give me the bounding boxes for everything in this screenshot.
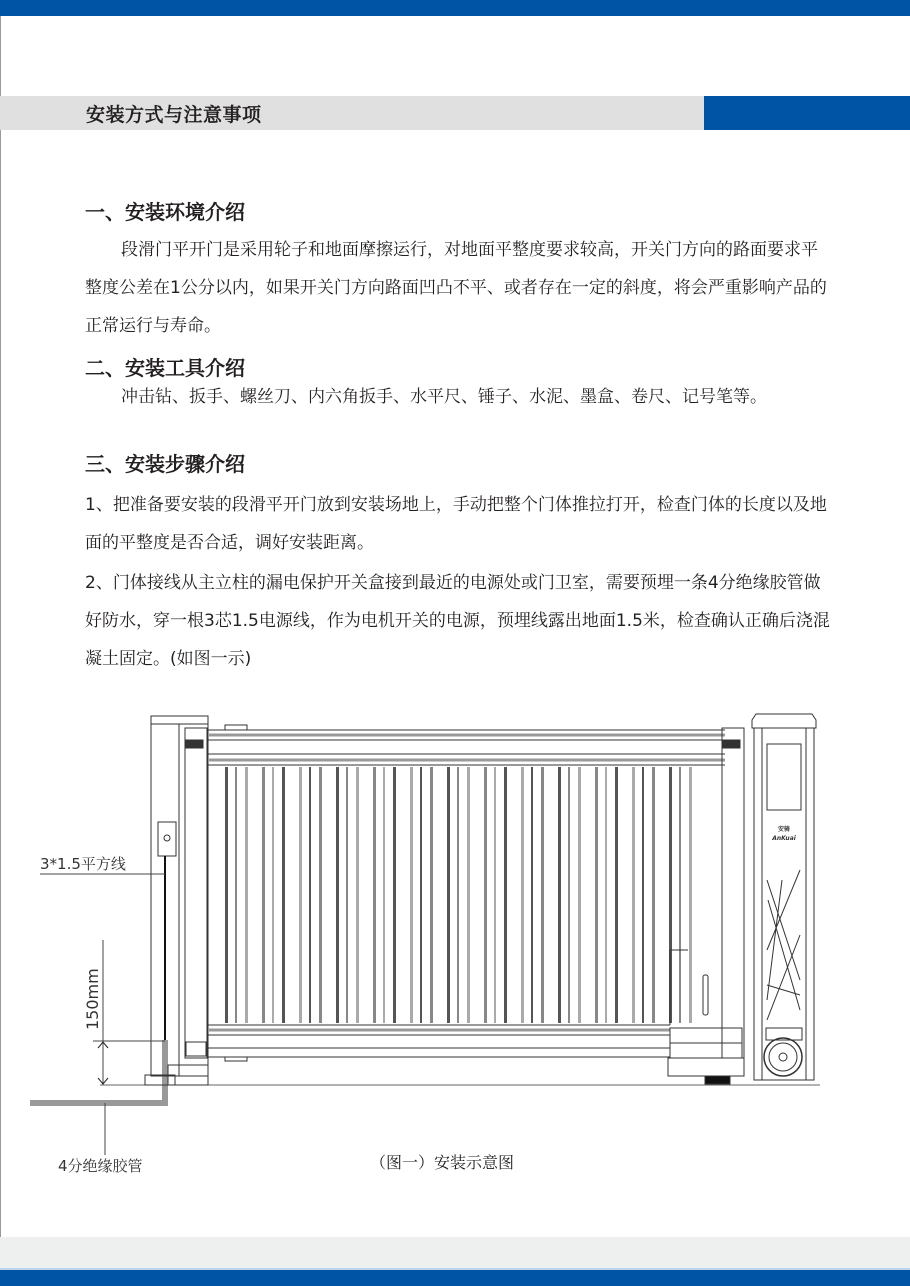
- gate-picket: [262, 767, 265, 1023]
- title-band-accent: [704, 96, 910, 130]
- page-title: 安装方式与注意事项: [86, 104, 262, 126]
- gate-picket: [346, 767, 348, 1023]
- gate-picket: [235, 767, 237, 1023]
- gate-picket: [484, 767, 487, 1023]
- diagram-caption: （图一）安装示意图: [370, 1153, 515, 1172]
- height-dimension-label: 150mm: [83, 968, 102, 1030]
- gate-picket: [420, 767, 422, 1023]
- title-band: [0, 96, 910, 130]
- gate-end-stile-right: [722, 728, 744, 1058]
- gate-picket: [494, 767, 496, 1023]
- wheel-icon: [764, 1038, 802, 1076]
- section-paragraph-tools: 冲击钻、扳手、螺丝刀、内六角扳手、水平尺、锤子、水泥、墨盒、卷尺、记号笔等。: [121, 387, 767, 407]
- gate-picket: [689, 767, 692, 1023]
- gate-picket: [642, 767, 644, 1023]
- wire-label: 3*1.5平方线: [40, 855, 126, 873]
- gate-picket: [430, 767, 433, 1023]
- gate-picket: [531, 767, 533, 1023]
- gate-bottom-rail: [208, 1025, 670, 1061]
- gate-picket: [393, 767, 396, 1023]
- gate-picket: [373, 767, 376, 1023]
- gate-pickets: [225, 767, 692, 1023]
- motor-box: [668, 1028, 744, 1084]
- gate-picket: [457, 767, 459, 1023]
- gate-picket: [558, 767, 561, 1023]
- logo-en: AnKuai: [772, 835, 796, 842]
- gate-picket: [447, 767, 450, 1023]
- gate-picket: [410, 767, 413, 1023]
- gate-picket: [521, 767, 524, 1023]
- conduit-label: 4分绝缘胶管: [58, 1157, 143, 1175]
- left-post: [145, 716, 208, 1085]
- right-control-post: [752, 714, 816, 1080]
- gate-picket: [615, 767, 618, 1023]
- gate-top-rail: [208, 725, 725, 765]
- step-2: 2、门体接线从主立柱的漏电保护开关盒接到最近的电源处或门卫室，需要预埋一条4分绝缘胶管做好防水，穿一根3芯1.5电源线，作为电机开关的电源，预埋线露出地面1.5米，检查确认正确后浇混凝土固定。(如图一示): [85, 573, 830, 669]
- installation-diagram: [0, 700, 910, 1180]
- gate-picket: [652, 767, 655, 1023]
- logo-cn: 安骑: [777, 826, 791, 833]
- gate-picket: [605, 767, 607, 1023]
- gate-picket: [319, 767, 322, 1023]
- section-heading-environment: 一、安装环境介绍: [85, 200, 245, 224]
- display-window: [767, 744, 801, 810]
- section-heading-steps: 三、安装步骤介绍: [85, 452, 245, 476]
- section-paragraph-environment: 段滑门平开门是采用轮子和地面摩擦运行，对地面平整度要求较高，开关门方向的路面要求平整度公差在1公分以内，如果开关门方向路面凹凸不平、或者存在一定的斜度，将会严重影响产品的正常运行与寿命。: [85, 240, 827, 336]
- section-heading-tools: 二、安装工具介绍: [85, 356, 245, 380]
- gate-picket: [679, 767, 681, 1023]
- gate-picket: [225, 767, 228, 1023]
- gate-picket: [541, 767, 544, 1023]
- gate-picket: [383, 767, 385, 1023]
- gate-picket: [568, 767, 570, 1023]
- conduit-pipe: [30, 1040, 165, 1103]
- gate-picket: [272, 767, 274, 1023]
- gate-picket: [467, 767, 470, 1023]
- footer-band: [0, 1237, 910, 1269]
- antenna-icon: [703, 975, 708, 1015]
- gate-picket: [504, 767, 507, 1023]
- gate-end-stile-left: [185, 728, 207, 1058]
- top-brand-bar: [0, 0, 910, 16]
- gate-picket: [299, 767, 302, 1023]
- bottom-brand-bar: [0, 1270, 910, 1286]
- gate-picket: [632, 767, 635, 1023]
- step-1: 1、把准备要安装的段滑平开门放到安装场地上，手动把整个门体推拉打开，检查门体的长度以及地面的平整度是否合适，调好安装距离。: [85, 495, 827, 553]
- gate-picket: [578, 767, 581, 1023]
- gate-picket: [356, 767, 359, 1023]
- gate-picket: [245, 767, 248, 1023]
- gate-picket: [336, 767, 339, 1023]
- gate-picket: [595, 767, 598, 1023]
- gate-picket: [309, 767, 311, 1023]
- gate-picket: [282, 767, 285, 1023]
